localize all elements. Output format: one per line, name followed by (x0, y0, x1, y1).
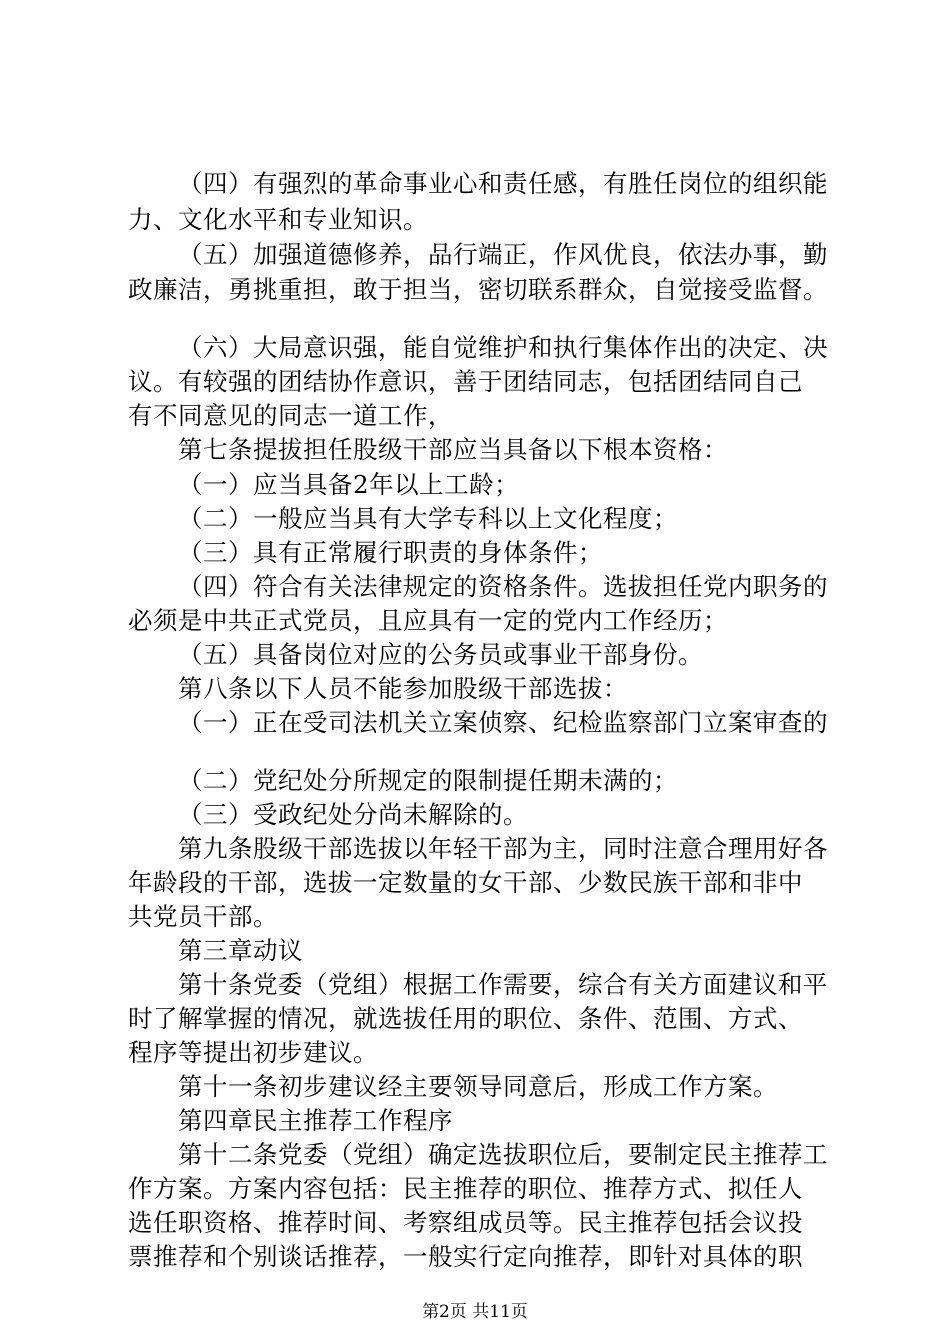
paragraph-line: 议。有较强的团结协作意识，善于团结同志，包括团结同自己 (128, 367, 803, 396)
paragraph-line: （六）大局意识强，能自觉维护和执行集体作出的决定、决 (178, 333, 828, 362)
paragraph-line: （一）应当具备2年以上工龄； (178, 470, 520, 499)
paragraph-line: （五）加强道德修养，品行端正，作风优良，依法办事，勤 (178, 240, 828, 269)
paragraph-line: （三）具有正常履行职责的身体条件； (178, 538, 603, 567)
paragraph-line: 第七条提拔担任股级干部应当具备以下根本资格： (178, 435, 728, 464)
paragraph-line: （二）党纪处分所规定的限制提任期未满的； (178, 766, 678, 795)
chapter-heading: 第三章动议 (178, 936, 303, 965)
paragraph-line: 程序等提出初步建议。 (128, 1038, 378, 1067)
paragraph-line: 第十条党委（党组）根据工作需要，综合有关方面建议和平 (178, 970, 828, 999)
paragraph-line: 年龄段的干部，选拔一定数量的女干部、少数民族干部和非中 (128, 868, 803, 897)
paragraph-line: 力、文化水平和专业知识。 (128, 205, 428, 234)
paragraph-line: 第十二条党委（党组）确定选拔职位后，要制定民主推荐工 (178, 1140, 828, 1169)
paragraph-line: 第八条以下人员不能参加股级干部选拔： (178, 674, 628, 703)
paragraph-line: 票推荐和个别谈话推荐，一般实行定向推荐，即针对具体的职 (128, 1242, 803, 1271)
paragraph-line: （三）受政纪处分尚未解除的。 (178, 800, 528, 829)
paragraph-line: （二）一般应当具有大学专科以上文化程度； (178, 504, 678, 533)
chapter-heading: 第四章民主推荐工作程序 (178, 1106, 453, 1135)
paragraph-line: 第九条股级干部选拔以年轻干部为主，同时注意合理用好各 (178, 834, 828, 863)
paragraph-line: 第十一条初步建议经主要领导同意后，形成工作方案。 (178, 1072, 778, 1101)
paragraph-line: （四）符合有关法律规定的资格条件。选拔担任党内职务的 (178, 572, 828, 601)
page-number-footer: 第2页 共11页 (422, 1302, 528, 1322)
paragraph-line: 选任职资格、推荐时间、考察组成员等。民主推荐包括会议投 (128, 1208, 803, 1237)
paragraph-line: （一）正在受司法机关立案侦察、纪检监察部门立案审查的 (178, 708, 828, 737)
paragraph-line: 作方案。方案内容包括：民主推荐的职位、推荐方式、拟任人 (128, 1174, 803, 1203)
paragraph-line: 有不同意见的同志一道工作， (128, 401, 453, 430)
paragraph-line: 政廉洁，勇挑重担，敢于担当，密切联系群众，自觉接受监督。 (128, 275, 828, 304)
paragraph-line: 必须是中共正式党员，且应具有一定的党内工作经历； (128, 606, 728, 635)
paragraph-line: 共党员干部。 (128, 902, 278, 931)
paragraph-line: 时了解掌握的情况，就选拔任用的职位、条件、范围、方式、 (128, 1004, 803, 1033)
paragraph-line: （五）具备岗位对应的公务员或事业干部身份。 (178, 640, 703, 669)
paragraph-line: （四）有强烈的革命事业心和责任感，有胜任岗位的组织能 (178, 169, 828, 198)
